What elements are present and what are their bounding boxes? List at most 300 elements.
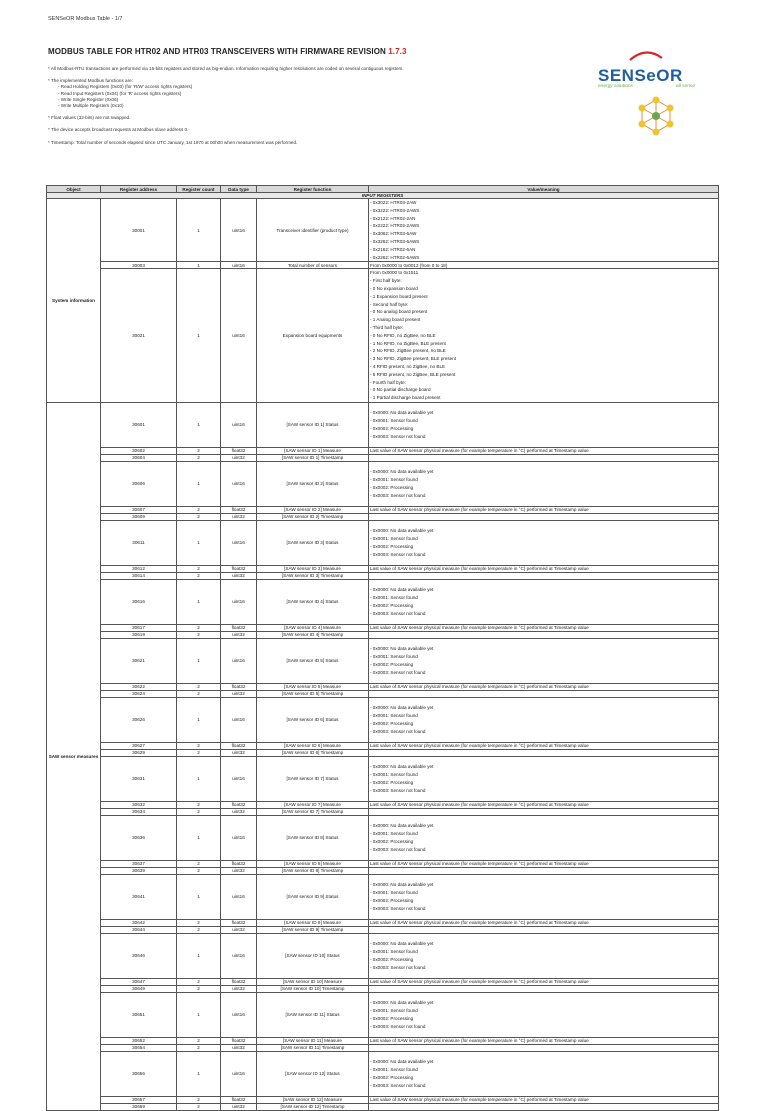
- register-function: [SAW sensor ID 3] Timestamp: [257, 572, 369, 579]
- group-saw-sensor-measures: SAW sensor measures: [47, 402, 101, 1110]
- register-address: 30641: [101, 874, 177, 919]
- register-count: 2: [177, 919, 221, 926]
- col-header-value: Value/meaning: [369, 186, 719, 193]
- value-line: - 2 No RFID, ZigBee present, no BLE: [370, 348, 446, 354]
- register-count: 2: [177, 690, 221, 697]
- register-function: [SAW sensor ID 11] Measure: [257, 1037, 369, 1044]
- status-value-list: [369, 520, 719, 565]
- register-address: 30631: [101, 756, 177, 801]
- register-value: Last value of SAW sensor physical measure (for example temperature in °C) performed at Timestamp value: [369, 506, 719, 513]
- value-line: - 0 No RFID, no ZigBee, no BLE: [370, 332, 436, 338]
- register-address: 30657: [101, 1096, 177, 1103]
- col-header-type: Data type: [221, 186, 257, 193]
- table-row: [47, 513, 719, 520]
- value-line: - 0x0001: Sensor found: [370, 713, 418, 719]
- data-type: uint16: [221, 697, 257, 742]
- register-function: [SAW sensor ID 5] Status: [257, 638, 369, 683]
- col-header-function: Register function: [257, 186, 369, 193]
- value-line: - 0x0001: Sensor found: [370, 654, 418, 660]
- register-count: 2: [177, 985, 221, 992]
- register-address: 30639: [101, 867, 177, 874]
- value-line: - 0x0000: No data available yet: [370, 646, 434, 652]
- data-type: float32: [221, 565, 257, 572]
- register-function: [SAW sensor ID 4] Status: [257, 579, 369, 624]
- register-value: Last value of SAW sensor physical measure (for example temperature in °C) performed at Timestamp value: [369, 860, 719, 867]
- value-line: - 0x0003: Sensor not found: [370, 551, 426, 557]
- data-type: float32: [221, 447, 257, 454]
- value-line: - 0x0002: Processing: [370, 956, 414, 962]
- register-function: Total number of sensors: [257, 262, 369, 269]
- register-value-empty: [369, 454, 719, 461]
- value-line: - 0x2122: HTR02-2AN: [370, 215, 416, 221]
- value-line: - 0x0003: Sensor not found: [370, 433, 426, 439]
- value-line: - 0x0000: No data available yet: [370, 1059, 434, 1065]
- table-row: [47, 808, 719, 815]
- register-count: 2: [177, 683, 221, 690]
- value-line: - 0x0003: Sensor not found: [370, 964, 426, 970]
- register-value: Last value of SAW sensor physical measure (for example temperature in °C) performed at Timestamp value: [369, 683, 719, 690]
- register-value-empty: [369, 690, 719, 697]
- register-value-empty: [369, 749, 719, 756]
- register-function: [SAW sensor ID 11] Timestamp: [257, 1044, 369, 1051]
- data-type: uint16: [221, 262, 257, 269]
- register-address: 30624: [101, 690, 177, 697]
- register-value-list: [369, 199, 719, 262]
- register-address: 30619: [101, 631, 177, 638]
- table-row: [47, 262, 719, 269]
- register-address: 30659: [101, 1103, 177, 1110]
- register-count: 2: [177, 1096, 221, 1103]
- molecule-logo-icon: [634, 94, 678, 138]
- value-line: - 0x0000: No data available yet: [370, 882, 434, 888]
- value-line: - 0 No analog board present: [370, 309, 428, 315]
- register-function: [SAW sensor ID 10] Measure: [257, 978, 369, 985]
- data-type: uint16: [221, 269, 257, 403]
- status-value-list: [369, 933, 719, 978]
- register-address: 30021: [101, 269, 177, 403]
- register-address: 30609: [101, 513, 177, 520]
- table-row: [47, 801, 719, 808]
- register-count: 1: [177, 874, 221, 919]
- register-function: [SAW sensor ID 8] Measure: [257, 860, 369, 867]
- value-line: - 0x0001: Sensor found: [370, 477, 418, 483]
- register-value: Last value of SAW sensor physical measure (for example temperature in °C) performed at Timestamp value: [369, 624, 719, 631]
- register-address: 30651: [101, 992, 177, 1037]
- register-value-empty: [369, 631, 719, 638]
- data-type: float32: [221, 919, 257, 926]
- value-line: - 0x0002: Processing: [370, 1015, 414, 1021]
- register-value-empty: [369, 926, 719, 933]
- value-line: - Third half byte:: [370, 324, 404, 330]
- status-value-list: [369, 697, 719, 742]
- value-line: - 0x0001: Sensor found: [370, 1067, 418, 1073]
- title-text: MODBUS TABLE FOR HTR02 AND HTR03 TRANSCEIVERS WITH FIRMWARE REVISION: [48, 47, 389, 56]
- value-line: - 0 No expansion board: [370, 285, 418, 291]
- value-line: - 4 RFID present, no ZigBee, no BLE: [370, 363, 446, 369]
- register-function: [SAW sensor ID 7] Timestamp: [257, 808, 369, 815]
- table-row: [47, 933, 719, 978]
- table-row: [47, 1044, 719, 1051]
- value-line: - Second half byte:: [370, 301, 409, 307]
- col-header-object: Object: [47, 186, 101, 193]
- data-type: float32: [221, 683, 257, 690]
- data-type: float32: [221, 624, 257, 631]
- group-system-information: System information: [47, 199, 101, 403]
- table-row: [47, 867, 719, 874]
- table-row: [47, 1051, 719, 1096]
- table-row: [47, 815, 719, 860]
- value-line: - 0x0000: No data available yet: [370, 587, 434, 593]
- value-line: - 0x3262: HTR03-6AWS: [370, 238, 420, 244]
- table-row: [47, 992, 719, 1037]
- register-function: [SAW sensor ID 9] Timestamp: [257, 926, 369, 933]
- data-type: uint16: [221, 874, 257, 919]
- register-count: 1: [177, 638, 221, 683]
- register-function: [SAW sensor ID 12] Measure: [257, 1096, 369, 1103]
- data-type: uint32: [221, 867, 257, 874]
- col-header-count: Register count: [177, 186, 221, 193]
- value-line: - 0x0000: No data available yet: [370, 469, 434, 475]
- register-value: Last value of SAW sensor physical measure (for example temperature in °C) performed at Timestamp value: [369, 919, 719, 926]
- register-count: 2: [177, 506, 221, 513]
- register-value-empty: [369, 867, 719, 874]
- data-type: float32: [221, 506, 257, 513]
- value-line: - 0x0003: Sensor not found: [370, 492, 426, 498]
- table-row: [47, 572, 719, 579]
- value-line: - 0x0001: Sensor found: [370, 831, 418, 837]
- table-row: [47, 926, 719, 933]
- register-count: 2: [177, 447, 221, 454]
- data-type: uint16: [221, 1051, 257, 1096]
- table-row: [47, 454, 719, 461]
- table-row: [47, 919, 719, 926]
- register-count: 1: [177, 756, 221, 801]
- value-line: - 1 No RFID, no ZigBee, BLE present: [370, 340, 446, 346]
- register-value: Last value of SAW sensor physical measure (for example temperature in °C) performed at Timestamp value: [369, 565, 719, 572]
- data-type: uint32: [221, 926, 257, 933]
- register-count: 1: [177, 461, 221, 506]
- note-functions: * The implemented Modbus functions are:: [48, 78, 133, 84]
- logo-brand-text: SENSeOR: [598, 66, 683, 85]
- register-address: 30634: [101, 808, 177, 815]
- register-function: [SAW sensor ID 12] Status: [257, 1051, 369, 1096]
- value-line: - 0x0002: Processing: [370, 484, 414, 490]
- register-value: Last value of SAW sensor physical measure (for example temperature in °C) performed at Timestamp value: [369, 1096, 719, 1103]
- register-count: 1: [177, 579, 221, 624]
- data-type: float32: [221, 742, 257, 749]
- note-function-item: - Write Multiple Registers (0x10): [58, 103, 124, 109]
- status-value-list: [369, 402, 719, 447]
- value-line: - 0x2262: HTR02-6AWS: [370, 254, 420, 260]
- data-type: float32: [221, 801, 257, 808]
- table-row: [47, 690, 719, 697]
- table-row: [47, 683, 719, 690]
- table-row: [47, 874, 719, 919]
- register-address: 30616: [101, 579, 177, 624]
- register-function: [SAW sensor ID 11] Status: [257, 992, 369, 1037]
- table-row: [47, 269, 719, 403]
- register-address: 30611: [101, 520, 177, 565]
- modbus-register-table: [46, 185, 719, 1111]
- register-value: Last value of SAW sensor physical measure (for example temperature in °C) performed at Timestamp value: [369, 447, 719, 454]
- table-row: [47, 199, 719, 262]
- register-value-empty: [369, 513, 719, 520]
- note-function-item: - Read Holding Registers (0x03) (for 'R/W' access rights registers): [58, 84, 193, 90]
- data-type: uint16: [221, 520, 257, 565]
- register-address: 30642: [101, 919, 177, 926]
- register-count: 2: [177, 860, 221, 867]
- register-count: 1: [177, 520, 221, 565]
- value-line: - 0x2162: HTR02-6AN: [370, 246, 416, 252]
- table-row: [47, 697, 719, 742]
- table-row: [47, 1096, 719, 1103]
- register-address: 30601: [101, 402, 177, 447]
- register-count: 1: [177, 933, 221, 978]
- table-row: [47, 447, 719, 454]
- register-count: 2: [177, 631, 221, 638]
- data-type: uint32: [221, 1044, 257, 1051]
- register-function: [SAW sensor ID 9] Measure: [257, 919, 369, 926]
- register-value: Last value of SAW sensor physical measure (for example temperature in °C) performed at Timestamp value: [369, 801, 719, 808]
- register-count: 2: [177, 513, 221, 520]
- register-function: [SAW sensor ID 5] Measure: [257, 683, 369, 690]
- data-type: uint16: [221, 815, 257, 860]
- value-line: - 0x0001: Sensor found: [370, 536, 418, 542]
- data-type: uint16: [221, 638, 257, 683]
- data-type: uint32: [221, 513, 257, 520]
- value-line: From 0x0000 to 0x1511: [370, 270, 419, 276]
- table-row: [47, 631, 719, 638]
- value-line: - 0 No partial discharge board: [370, 387, 431, 393]
- note-broadcast: * The device accepts broadcast requests at Modbus slave address 0.: [48, 127, 189, 133]
- register-function: [SAW sensor ID 5] Timestamp: [257, 690, 369, 697]
- register-function: Expansion board equipments: [257, 269, 369, 403]
- register-count: 1: [177, 1051, 221, 1096]
- note-big-endian: * All Modbus-RTU transactions are performed via 16-bits registers and stored as big-endian. Information requiring higher resolutions are coded on several contiguous registers.: [48, 66, 404, 71]
- register-value: Last value of SAW sensor physical measure (for example temperature in °C) performed at Timestamp value: [369, 1037, 719, 1044]
- value-line: - 0x0000: No data available yet: [370, 528, 434, 534]
- col-header-address: Register address: [101, 186, 177, 193]
- data-type: float32: [221, 1096, 257, 1103]
- register-value-empty: [369, 1044, 719, 1051]
- value-line: - 0x0000: No data available yet: [370, 764, 434, 770]
- register-function: [SAW sensor ID 10] Timestamp: [257, 985, 369, 992]
- register-count: 2: [177, 749, 221, 756]
- data-type: uint16: [221, 402, 257, 447]
- register-function: [SAW sensor ID 1] Status: [257, 402, 369, 447]
- register-function: [SAW sensor ID 10] Status: [257, 933, 369, 978]
- data-type: uint16: [221, 756, 257, 801]
- logo-tagline-left: energy solutions: [598, 84, 633, 89]
- value-line: - 1 Partial discharge board present: [370, 395, 441, 401]
- register-count: 1: [177, 697, 221, 742]
- status-value-list: [369, 579, 719, 624]
- logo-swoosh-icon: [628, 48, 664, 62]
- register-function: [SAW sensor ID 2] Timestamp: [257, 513, 369, 520]
- data-type: uint32: [221, 572, 257, 579]
- table-row: [47, 978, 719, 985]
- value-line: - 0x3022: HTR03-2AW: [370, 200, 417, 205]
- data-type: uint32: [221, 749, 257, 756]
- data-type: uint16: [221, 933, 257, 978]
- value-line: - 0x0003: Sensor not found: [370, 905, 426, 911]
- register-count: 1: [177, 815, 221, 860]
- register-count: 2: [177, 742, 221, 749]
- value-line: - Fourth half byte:: [370, 379, 407, 385]
- register-address: 30632: [101, 801, 177, 808]
- value-line: - 0x0001: Sensor found: [370, 890, 418, 896]
- value-line: - First half byte:: [370, 278, 402, 284]
- register-address: 30606: [101, 461, 177, 506]
- value-line: - 3 No RFID, ZigBee present, BLE present: [370, 356, 457, 362]
- page-header-label: SENSeOR Modbus Table - 1/7: [48, 16, 123, 22]
- section-input-registers: INPUT REGISTERS: [47, 193, 719, 199]
- note-function-item: - Write Single Register (0x06): [58, 96, 119, 102]
- register-count: 2: [177, 1037, 221, 1044]
- register-function: [SAW sensor ID 1] Timestamp: [257, 454, 369, 461]
- register-function: [SAW sensor ID 6] Status: [257, 697, 369, 742]
- register-count: 2: [177, 926, 221, 933]
- data-type: float32: [221, 1037, 257, 1044]
- value-line: - 0x0002: Processing: [370, 602, 414, 608]
- register-address: 30637: [101, 860, 177, 867]
- data-type: uint32: [221, 985, 257, 992]
- register-function: [SAW sensor ID 1] Measure: [257, 447, 369, 454]
- register-count: 1: [177, 992, 221, 1037]
- register-count: 2: [177, 1103, 221, 1110]
- register-function: [SAW sensor ID 12] Timestamp: [257, 1103, 369, 1110]
- register-function: [SAW sensor ID 8] Status: [257, 815, 369, 860]
- table-row: [47, 1037, 719, 1044]
- note-float: * Float values (32-bits) are not swapped.: [48, 115, 131, 121]
- status-value-list: [369, 992, 719, 1037]
- value-line: - 0x0002: Processing: [370, 779, 414, 785]
- register-address: 30622: [101, 683, 177, 690]
- value-line: - 5 RFID present, no ZigBee, BLE present: [370, 371, 456, 377]
- value-line: - 0x0001: Sensor found: [370, 772, 418, 778]
- register-count: 2: [177, 808, 221, 815]
- table-row: [47, 402, 719, 447]
- table-row: [47, 638, 719, 683]
- register-value: Last value of SAW sensor physical measure (for example temperature in °C) performed at Timestamp value: [369, 978, 719, 985]
- register-address: 30644: [101, 926, 177, 933]
- register-function: [SAW sensor ID 2] Measure: [257, 506, 369, 513]
- register-count: 1: [177, 402, 221, 447]
- register-count: 1: [177, 262, 221, 269]
- data-type: uint32: [221, 454, 257, 461]
- value-line: - 0x0000: No data available yet: [370, 1000, 434, 1006]
- table-row: [47, 579, 719, 624]
- register-function: [SAW sensor ID 9] Status: [257, 874, 369, 919]
- value-line: - 0x0000: No data available yet: [370, 705, 434, 711]
- value-line: - 0x0000: No data available yet: [370, 823, 434, 829]
- value-line: - 0x0003: Sensor not found: [370, 1082, 426, 1088]
- data-type: uint16: [221, 461, 257, 506]
- status-value-list: [369, 874, 719, 919]
- register-count: 2: [177, 572, 221, 579]
- value-line: - 0x0002: Processing: [370, 720, 414, 726]
- table-header-row: [47, 186, 719, 193]
- register-address: 30627: [101, 742, 177, 749]
- register-value-empty: [369, 808, 719, 815]
- value-line: - 0x0003: Sensor not found: [370, 610, 426, 616]
- register-value-list: [369, 269, 719, 403]
- value-line: - 0x0003: Sensor not found: [370, 728, 426, 734]
- register-address: 30626: [101, 697, 177, 742]
- register-function: [SAW sensor ID 4] Measure: [257, 624, 369, 631]
- value-line: - 0x0003: Sensor not found: [370, 846, 426, 852]
- document-title: [48, 47, 407, 56]
- data-type: uint16: [221, 992, 257, 1037]
- register-count: 1: [177, 269, 221, 403]
- value-line: - 0x0002: Processing: [370, 661, 414, 667]
- data-type: uint32: [221, 808, 257, 815]
- register-count: 2: [177, 1044, 221, 1051]
- data-type: uint32: [221, 690, 257, 697]
- register-function: [SAW sensor ID 6] Measure: [257, 742, 369, 749]
- table-row: [47, 520, 719, 565]
- register-count: 2: [177, 565, 221, 572]
- data-type: uint16: [221, 579, 257, 624]
- status-value-list: [369, 461, 719, 506]
- logo-tagline-right: all sense: [676, 84, 695, 89]
- register-address: 30629: [101, 749, 177, 756]
- data-type: uint32: [221, 631, 257, 638]
- register-count: 2: [177, 978, 221, 985]
- table-row: [47, 461, 719, 506]
- register-address: 30602: [101, 447, 177, 454]
- value-line: - 0x0002: Processing: [370, 1074, 414, 1080]
- register-address: 30001: [101, 199, 177, 262]
- value-line: - 0x2222: HTR02-2AWS: [370, 223, 420, 229]
- register-address: 30646: [101, 933, 177, 978]
- value-line: - 0x0001: Sensor found: [370, 595, 418, 601]
- register-function: [SAW sensor ID 3] Status: [257, 520, 369, 565]
- status-value-list: [369, 815, 719, 860]
- register-function: [SAW sensor ID 3] Measure: [257, 565, 369, 572]
- register-address: 30652: [101, 1037, 177, 1044]
- register-address: 30617: [101, 624, 177, 631]
- data-type: float32: [221, 978, 257, 985]
- register-function: [SAW sensor ID 7] Status: [257, 756, 369, 801]
- register-function: [SAW sensor ID 7] Measure: [257, 801, 369, 808]
- value-line: - 0x0001: Sensor found: [370, 418, 418, 424]
- register-address: 30647: [101, 978, 177, 985]
- register-address: 30614: [101, 572, 177, 579]
- register-value-empty: [369, 1103, 719, 1110]
- table-row: [47, 756, 719, 801]
- table-row: [47, 742, 719, 749]
- value-line: - 0x0003: Sensor not found: [370, 787, 426, 793]
- data-type: uint16: [221, 199, 257, 262]
- value-line: - 0x0001: Sensor found: [370, 949, 418, 955]
- value-line: - 0x3222: HTR03-2AWS: [370, 207, 420, 213]
- status-value-list: [369, 638, 719, 683]
- register-address: 30636: [101, 815, 177, 860]
- register-address: 30604: [101, 454, 177, 461]
- status-value-list: [369, 756, 719, 801]
- note-function-item: - Read Input Registers (0x04) (for 'R' access rights registers): [58, 90, 182, 96]
- table-row: [47, 985, 719, 992]
- register-address: 30621: [101, 638, 177, 683]
- value-line: - 0x0002: Processing: [370, 838, 414, 844]
- register-count: 2: [177, 801, 221, 808]
- register-function: Transceiver identifier (product type): [257, 199, 369, 262]
- value-line: - 0x0002: Processing: [370, 543, 414, 549]
- register-address: 30607: [101, 506, 177, 513]
- value-line: - 1 Analog board present: [370, 317, 421, 323]
- register-value-empty: [369, 985, 719, 992]
